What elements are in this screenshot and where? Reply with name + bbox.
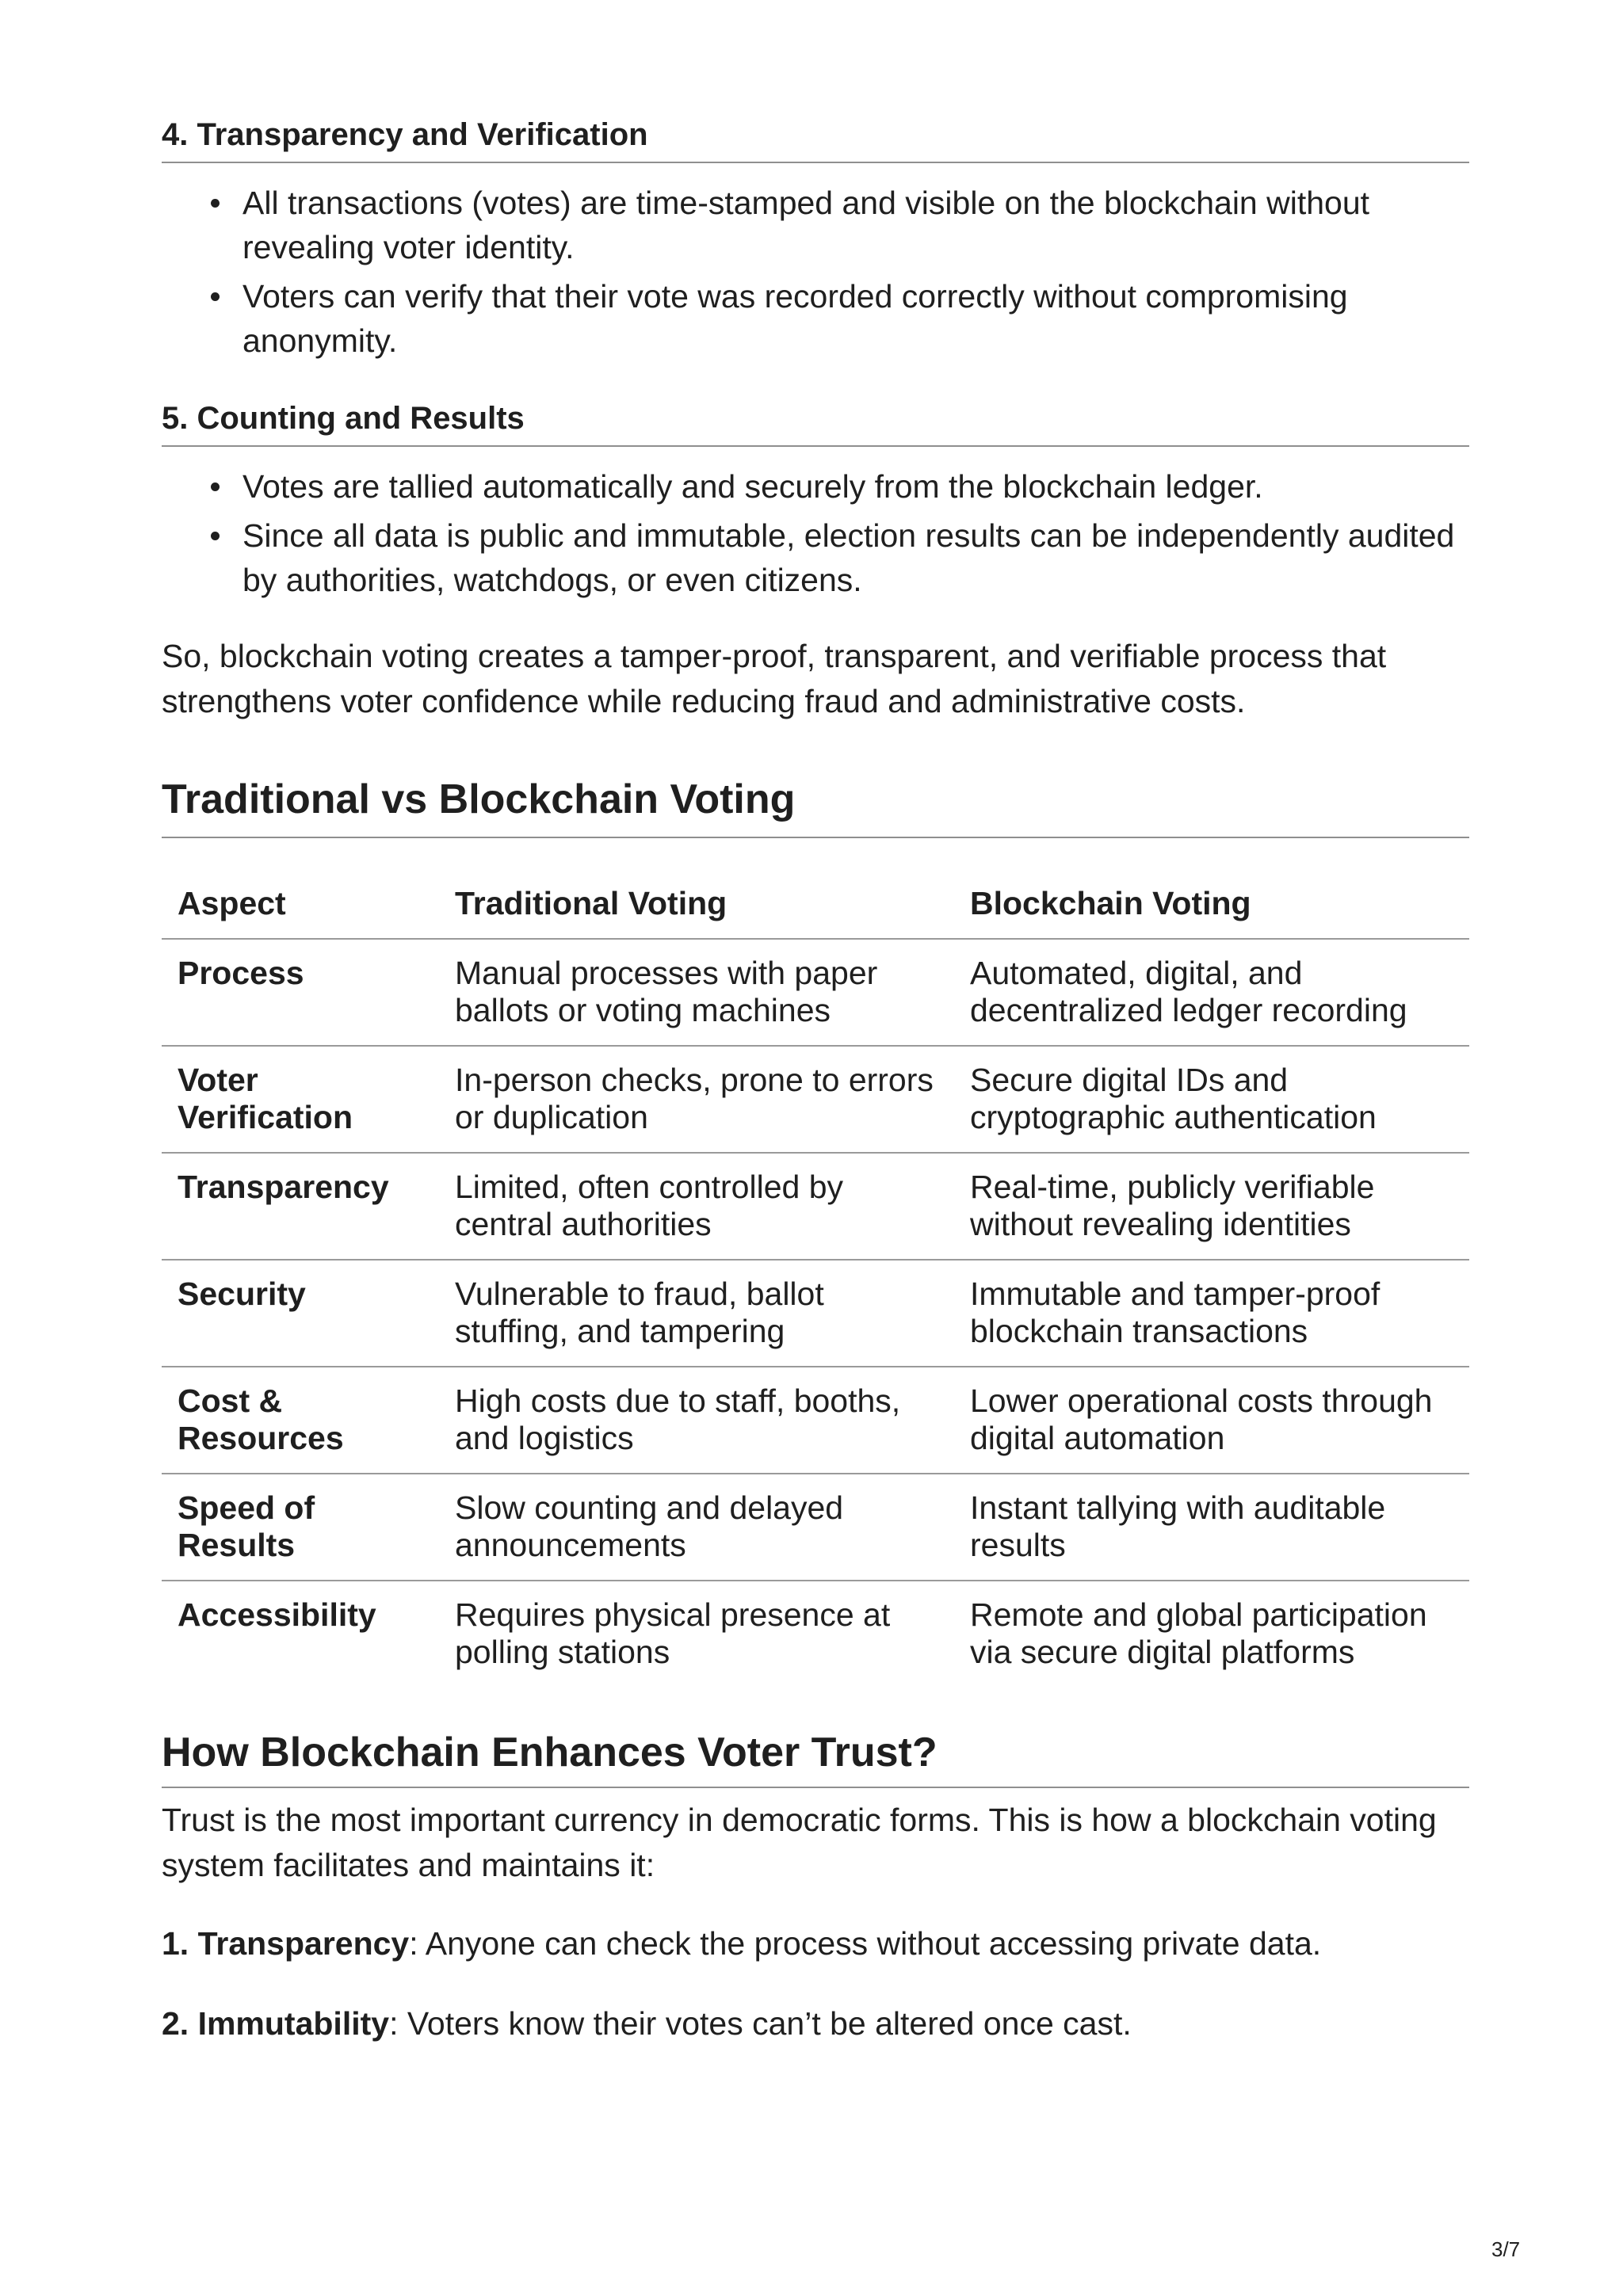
trust-point-label: 1. Transparency <box>162 1925 410 1962</box>
blockchain-cell: Remote and global participation via secure digital platforms <box>954 1581 1469 1687</box>
trust-point-text: : Voters know their votes can’t be altered once cast. <box>389 2005 1132 2042</box>
bullet-list <box>162 464 1469 602</box>
column-header: Aspect <box>178 885 286 921</box>
traditional-cell: High costs due to staff, booths, and logistics <box>439 1367 954 1474</box>
comparison-heading: Traditional vs Blockchain Voting <box>162 773 1469 838</box>
table-row <box>162 1581 1469 1687</box>
comparison-section <box>162 773 1469 1687</box>
table-row <box>162 1260 1469 1367</box>
section-heading: 4. Transparency and Verification <box>162 114 1469 163</box>
blockchain-cell: Lower operational costs through digital automation <box>954 1367 1469 1474</box>
table-row <box>162 1367 1469 1474</box>
table-row <box>162 939 1469 1046</box>
blockchain-cell: Immutable and tamper-proof blockchain transactions <box>954 1260 1469 1367</box>
aspect-cell: Security <box>162 1260 439 1367</box>
table-header-row <box>162 870 1469 939</box>
aspect-cell: Cost & Resources <box>162 1367 439 1474</box>
section-counting-results <box>162 398 1469 602</box>
blockchain-cell: Secure digital IDs and cryptographic authentication <box>954 1046 1469 1153</box>
section-transparency-verification <box>162 114 1469 363</box>
traditional-cell: Requires physical presence at polling stations <box>439 1581 954 1687</box>
document-page <box>162 0 1469 2046</box>
aspect-cell: Process <box>162 939 439 1046</box>
traditional-cell: Slow counting and delayed announcements <box>439 1474 954 1581</box>
comparison-table <box>162 870 1469 1687</box>
aspect-cell: Voter Verification <box>162 1046 439 1153</box>
trust-point-label: 2. Immutability <box>162 2005 390 2042</box>
table-row <box>162 1153 1469 1260</box>
voter-trust-heading: How Blockchain Enhances Voter Trust? <box>162 1726 1469 1788</box>
column-header: Traditional Voting <box>455 885 727 921</box>
table-row <box>162 1046 1469 1153</box>
trust-point <box>162 2001 1469 2046</box>
voter-trust-section <box>162 1726 1469 2046</box>
traditional-cell: In-person checks, prone to errors or duplication <box>439 1046 954 1153</box>
traditional-cell: Limited, often controlled by central authorities <box>439 1153 954 1260</box>
aspect-cell: Transparency <box>162 1153 439 1260</box>
list-item: All transactions (votes) are time-stamped and visible on the blockchain without revealing voter identity. <box>242 181 1469 269</box>
voter-trust-intro: Trust is the most important currency in democratic forms. This is how a blockchain voting system facilitates and maintains it: <box>162 1802 1437 1883</box>
traditional-cell: Manual processes with paper ballots or voting machines <box>439 939 954 1046</box>
summary-paragraph: So, blockchain voting creates a tamper-proof, transparent, and verifiable process that strengthens voter confidence while reducing fraud and administrative costs. <box>162 638 1387 719</box>
trust-point-text: : Anyone can check the process without accessing private data. <box>409 1925 1322 1962</box>
section-heading: 5. Counting and Results <box>162 398 1469 447</box>
trust-point <box>162 1921 1469 1966</box>
aspect-cell: Speed of Results <box>162 1474 439 1581</box>
column-header: Blockchain Voting <box>970 885 1251 921</box>
blockchain-cell: Real-time, publicly verifiable without revealing identities <box>954 1153 1469 1260</box>
page-number: 3/7 <box>1491 2237 1521 2261</box>
list-item: Votes are tallied automatically and securely from the blockchain ledger. <box>242 464 1469 509</box>
traditional-cell: Vulnerable to fraud, ballot stuffing, and tampering <box>439 1260 954 1367</box>
blockchain-cell: Instant tallying with auditable results <box>954 1474 1469 1581</box>
table-row <box>162 1474 1469 1581</box>
bullet-list <box>162 181 1469 363</box>
aspect-cell: Accessibility <box>162 1581 439 1687</box>
list-item: Since all data is public and immutable, election results can be independently audited by authorities, watchdogs, or even citizens. <box>242 513 1469 602</box>
list-item: Voters can verify that their vote was recorded correctly without compromising anonymity. <box>242 274 1469 363</box>
blockchain-cell: Automated, digital, and decentralized ledger recording <box>954 939 1469 1046</box>
